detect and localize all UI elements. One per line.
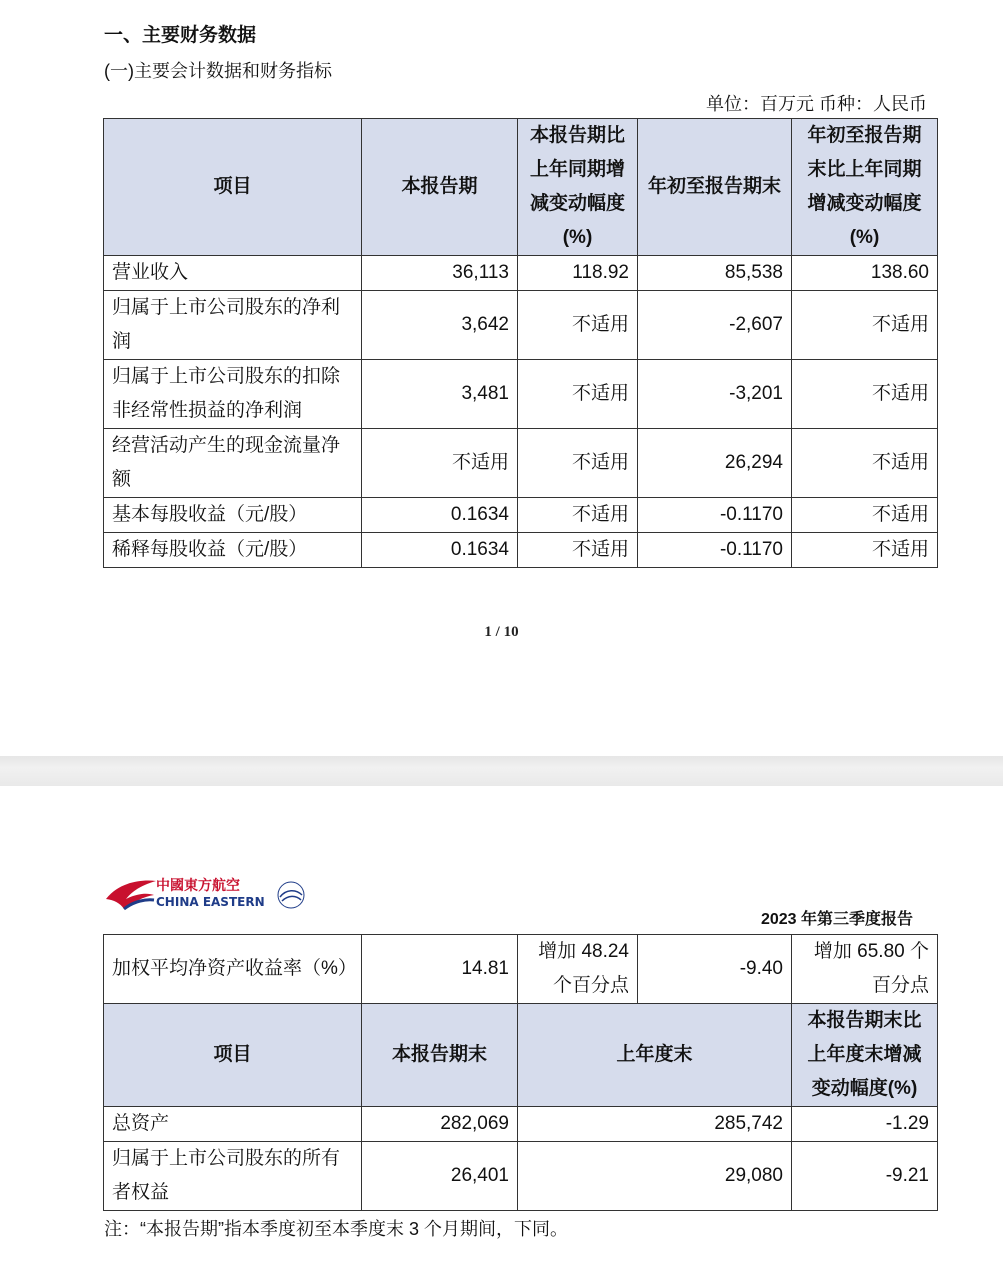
table-header-row bbox=[104, 1004, 938, 1107]
table-cell: 26,401 bbox=[362, 1142, 518, 1211]
table-cell: 不适用 bbox=[518, 498, 638, 533]
table-cell: -2,607 bbox=[638, 291, 792, 360]
header-cell: 本报告期末 bbox=[362, 1004, 518, 1107]
table-cell: 3,642 bbox=[362, 291, 518, 360]
table-cell: 增加 48.24 个百分点 bbox=[518, 935, 638, 1004]
table-cell: -0.1170 bbox=[638, 498, 792, 533]
table-cell: -9.21 bbox=[792, 1142, 938, 1211]
header-cell: 上年度末 bbox=[518, 1004, 792, 1107]
table-cell: 不适用 bbox=[792, 291, 938, 360]
row-label: 经营活动产生的现金流量净额 bbox=[104, 429, 362, 498]
header-cell: 项目 bbox=[104, 1004, 362, 1107]
table-cell: 不适用 bbox=[792, 498, 938, 533]
footnote: 注：“本报告期”指本季度初至本季度末 3 个月期间，下同。 bbox=[104, 1219, 568, 1239]
table-row bbox=[104, 360, 938, 429]
row-label: 归属于上市公司股东的净利润 bbox=[104, 291, 362, 360]
table-cell: -9.40 bbox=[638, 935, 792, 1004]
svg-text:中國東方航空: 中國東方航空 bbox=[156, 878, 240, 894]
table-cell: -0.1170 bbox=[638, 533, 792, 568]
table-cell: 118.92 bbox=[518, 256, 638, 291]
table-row bbox=[104, 291, 938, 360]
table-cell: 增加 65.80 个百分点 bbox=[792, 935, 938, 1004]
row-label: 总资产 bbox=[104, 1107, 362, 1142]
table-cell: 不适用 bbox=[518, 291, 638, 360]
table-cell: 不适用 bbox=[792, 360, 938, 429]
table-row bbox=[104, 1107, 938, 1142]
row-label: 稀释每股收益（元/股） bbox=[104, 533, 362, 568]
table-cell: 138.60 bbox=[792, 256, 938, 291]
table-cell: 85,538 bbox=[638, 256, 792, 291]
swallow-logo-icon bbox=[104, 873, 314, 913]
financial-data-table bbox=[103, 118, 938, 568]
header-cell: 年初至报告期末比上年同期增减变动幅度(%) bbox=[792, 119, 938, 256]
table-cell: 0.1634 bbox=[362, 498, 518, 533]
table-cell: -1.29 bbox=[792, 1107, 938, 1142]
table-cell: 不适用 bbox=[362, 429, 518, 498]
table-cell: 36,113 bbox=[362, 256, 518, 291]
header-cell: 年初至报告期末 bbox=[638, 119, 792, 256]
row-label: 归属于上市公司股东的所有者权益 bbox=[104, 1142, 362, 1211]
unit-label: 单位：百万元 币种：人民币 bbox=[706, 94, 927, 114]
row-label: 营业收入 bbox=[104, 256, 362, 291]
table-row bbox=[104, 498, 938, 533]
header-cell: 本报告期末比上年度末增减变动幅度(%) bbox=[792, 1004, 938, 1107]
table-row bbox=[104, 533, 938, 568]
table-row bbox=[104, 935, 938, 1004]
header-cell: 本报告期 bbox=[362, 119, 518, 256]
table-cell: 0.1634 bbox=[362, 533, 518, 568]
table-cell: 3,481 bbox=[362, 360, 518, 429]
table-row bbox=[104, 256, 938, 291]
header-cell: 本报告期比上年同期增减变动幅度(%) bbox=[518, 119, 638, 256]
page-number: 1 / 10 bbox=[484, 624, 519, 640]
table-cell: 14.81 bbox=[362, 935, 518, 1004]
table-cell: 29,080 bbox=[518, 1142, 792, 1211]
table-cell: 不适用 bbox=[792, 429, 938, 498]
table-header-row bbox=[104, 119, 938, 256]
table-row bbox=[104, 429, 938, 498]
table-cell: 285,742 bbox=[518, 1107, 792, 1142]
china-eastern-logo bbox=[104, 873, 314, 913]
row-label: 归属于上市公司股东的扣除非经常性损益的净利润 bbox=[104, 360, 362, 429]
balance-data-table bbox=[103, 934, 938, 1211]
table-cell: 不适用 bbox=[518, 429, 638, 498]
row-label: 加权平均净资产收益率（%） bbox=[104, 935, 362, 1004]
table-cell: 不适用 bbox=[518, 360, 638, 429]
header-cell: 项目 bbox=[104, 119, 362, 256]
page-separator bbox=[0, 756, 1003, 786]
row-label: 基本每股收益（元/股） bbox=[104, 498, 362, 533]
table-cell: 不适用 bbox=[518, 533, 638, 568]
table-cell: 282,069 bbox=[362, 1107, 518, 1142]
table-row bbox=[104, 1142, 938, 1211]
section-heading: 一、主要财务数据 bbox=[104, 25, 257, 46]
table-cell: -3,201 bbox=[638, 360, 792, 429]
report-title: 2023 年第三季度报告 bbox=[760, 911, 913, 928]
svg-text:CHINA EASTERN: CHINA EASTERN bbox=[156, 895, 265, 909]
table-cell: 26,294 bbox=[638, 429, 792, 498]
table-cell: 不适用 bbox=[792, 533, 938, 568]
subsection-heading: (一)主要会计数据和财务指标 bbox=[104, 61, 332, 81]
